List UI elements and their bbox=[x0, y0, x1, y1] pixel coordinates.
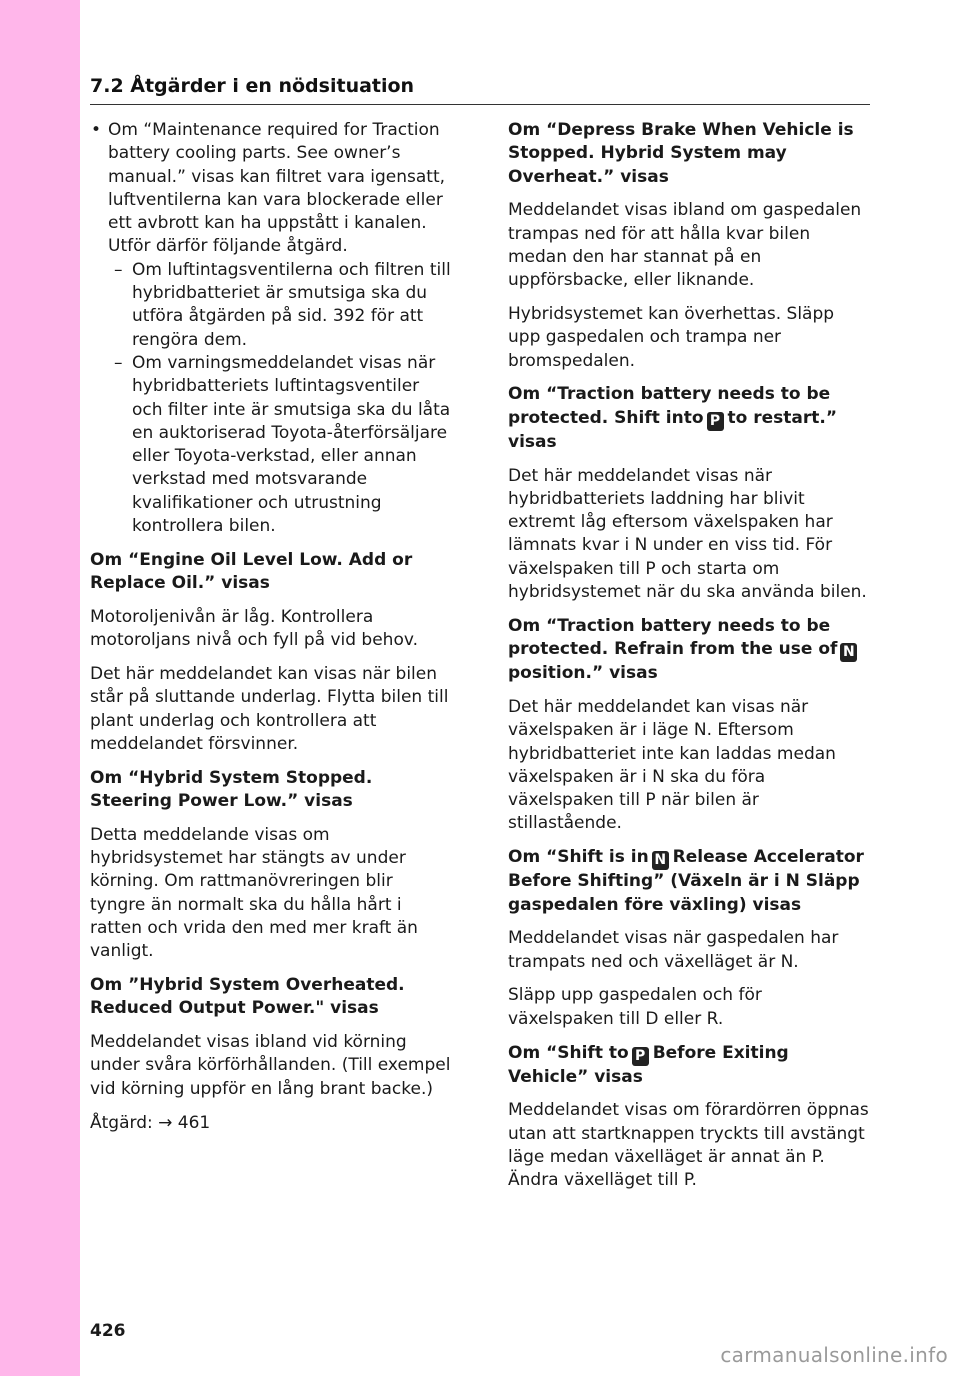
right-column bbox=[508, 119, 870, 1203]
sub-item-1-text: Om luftintagsventilerna och filtren till hybridbatteriet är smutsiga ska du utföra åtgärden på sid. 392 för att rengöra dem. bbox=[132, 259, 451, 350]
dash-marker: – bbox=[114, 352, 123, 373]
park-key-icon: P bbox=[707, 412, 724, 431]
side-color-bar bbox=[0, 0, 80, 1376]
sub-item-1 bbox=[90, 259, 452, 352]
page-number: 426 bbox=[90, 1321, 126, 1341]
heading-shift-into-p: Om “Traction battery needs to be protected. Shift into P to restart.” visas bbox=[508, 384, 838, 452]
left-column bbox=[90, 119, 452, 1145]
watermark: carmanualsonline.info bbox=[720, 1343, 948, 1367]
heading-engine-oil: Om “Engine Oil Level Low. Add or Replace Oil.” visas bbox=[90, 549, 413, 594]
section-header bbox=[90, 74, 870, 105]
paragraph-shift-to-p: Meddelandet visas om förardörren öppnas utan att startknappen tryckts till avstängt läge medan växelläget är annat än P. Ändra växelläget till P. bbox=[508, 1100, 869, 1191]
dash-marker: – bbox=[114, 259, 123, 280]
paragraph-hybrid-stopped: Detta meddelande visas om hybridsystemet har stängts av under körning. Om rattmanövreringen blir tyngre än normalt ska du hålla hårt i ratten och vrida den med mer kraft än vanligt. bbox=[90, 824, 418, 962]
bullet-text: Om “Maintenance required for Traction battery cooling parts. See owner’s manual.” visas kan filtret vara igensatt, luftventilerna kan vara blockerade eller ett avbrott kan ha uppstått i kanalen. Utför därför följande åtgärd. bbox=[108, 120, 446, 257]
paragraph-oil-slope: Det här meddelandet kan visas när bilen står på sluttande underlag. Flytta bilen till plant underlag och kontrollera att meddelandet försvinner. bbox=[90, 664, 449, 754]
action-reference: Åtgärd: → 461 bbox=[90, 1112, 211, 1133]
paragraph-shift-in-n-1: Meddelandet visas när gaspedalen har trampats ned och växelläget är N. bbox=[508, 928, 839, 972]
neutral-key-icon: N bbox=[840, 643, 857, 662]
paragraph-battery-low: Det här meddelandet visas när hybridbatteriets laddning har blivit extremt låg eftersom växelspaken har lämnats kvar i N under en viss tid. För växelspaken till P och starta om hybridsystemet när du ska använda bilen. bbox=[508, 465, 867, 603]
heading-hybrid-overheated: Om ”Hybrid System Overheated. Reduced Output Power." visas bbox=[90, 975, 405, 1019]
paragraph-depress-brake-1: Meddelandet visas ibland om gaspedalen trampas ned för att hålla kvar bilen medan den har stannat på en uppförsbacke, eller liknande. bbox=[508, 200, 862, 291]
heading-refrain-n: Om “Traction battery needs to be protected. Refrain from the use of N position.” visas bbox=[508, 615, 870, 686]
paragraph-depress-brake-2: Hybridsystemet kan överhettas. Släpp upp gaspedalen och trampa ner bromspedalen. bbox=[508, 304, 835, 371]
heading-shift-to-p: Om “Shift to P Before Exiting Vehicle” visas bbox=[508, 1042, 789, 1087]
heading-shift-in-n: Om “Shift is in N Release Accelerator Before Shifting” (Växeln är i N Släpp gaspedalen före växling) visas bbox=[508, 847, 864, 915]
bullet-item bbox=[90, 119, 452, 259]
bullet-dot: • bbox=[91, 120, 102, 140]
sub-item-2 bbox=[90, 352, 452, 538]
heading-hybrid-stopped: Om “Hybrid System Stopped. Steering Power Low.” visas bbox=[90, 767, 373, 812]
paragraph-hybrid-overheated: Meddelandet visas ibland vid körning under svåra körförhållanden. (Till exempel vid körning uppför en lång brant backe.) bbox=[90, 1032, 451, 1099]
paragraph-refrain-n: Det här meddelandet kan visas när växelspaken är i läge N. Eftersom hybridbatteriet inte kan laddas medan växelspaken är i N ska du föra växelspaken till P när bilen är stillastående. bbox=[508, 696, 836, 834]
sub-item-2-text: Om varningsmeddelandet visas när hybridbatteriets luftintagsventiler och filter inte är smutsiga ska du låta en auktoriserad Toyota-återförsäljare eller Toyota-verkstad, eller annan verkstad med motsvarande kvalifikationer och utrustning kontrollera bilen. bbox=[132, 352, 451, 537]
paragraph-shift-in-n-2: Släpp upp gaspedalen och för växelspaken till D eller R. bbox=[508, 985, 762, 1029]
paragraph-oil-low: Motoroljenivån är låg. Kontrollera motoroljans nivå och fyll på vid behov. bbox=[90, 606, 419, 651]
heading-depress-brake: Om “Depress Brake When Vehicle is Stopped. Hybrid System may Overheat.” visas bbox=[508, 120, 854, 187]
neutral-key-icon: N bbox=[652, 851, 669, 870]
park-key-icon: P bbox=[632, 1047, 649, 1066]
section-title: 7.2 Åtgärder i en nödsituation bbox=[90, 75, 415, 97]
